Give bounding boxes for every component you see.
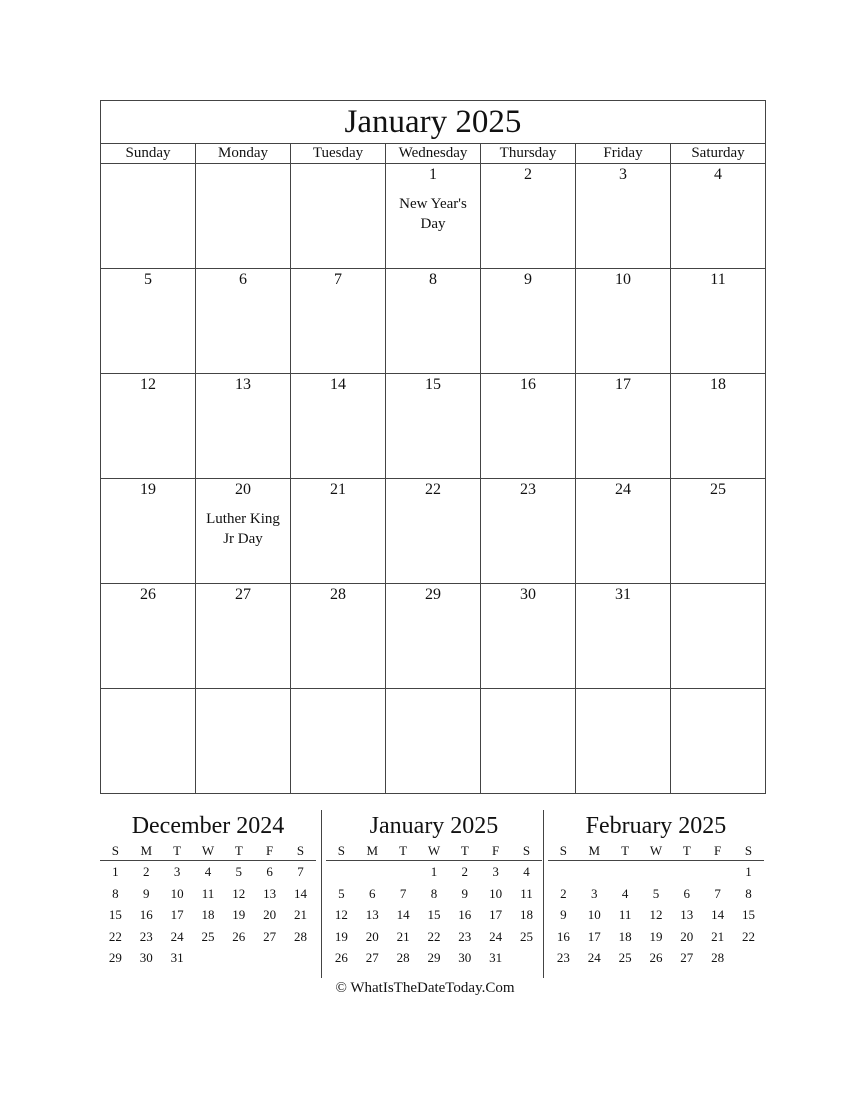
day-cell	[671, 374, 766, 479]
mini-day: 2	[560, 885, 567, 901]
mini-day: 18	[201, 907, 215, 922]
day-cell	[101, 584, 196, 689]
mini-weekday: F	[254, 842, 285, 861]
day-number: 5	[144, 271, 152, 288]
mini-day: 18	[618, 928, 632, 944]
calendar-week-row	[101, 689, 766, 794]
mini-day: 15	[427, 907, 441, 922]
mini-day: 26	[232, 928, 246, 944]
day-number: 4	[714, 166, 722, 183]
mini-calendar-previous	[100, 810, 316, 969]
day-number: 14	[330, 376, 346, 393]
weekday-thursday: Thursday	[481, 144, 576, 164]
day-number: 25	[710, 481, 726, 498]
day-number: 22	[425, 481, 441, 498]
mini-day	[610, 861, 641, 883]
day-cell	[196, 479, 291, 584]
mini-week-row	[100, 926, 316, 948]
mini-week-row	[548, 947, 764, 969]
day-number: 18	[710, 376, 726, 393]
mini-calendar-current	[326, 810, 542, 969]
day-number: 6	[239, 271, 247, 288]
mini-day: 24	[170, 928, 184, 944]
mini-calendars	[100, 810, 766, 978]
day-number: 12	[140, 376, 156, 393]
mini-day: 20	[680, 928, 694, 944]
day-number: 20	[235, 481, 251, 498]
day-number: 16	[520, 376, 536, 393]
mini-day: 12	[232, 885, 246, 901]
mini-day	[579, 861, 610, 883]
mini-weekday: T	[162, 842, 193, 861]
mini-day: 3	[591, 885, 598, 901]
day-cell	[671, 584, 766, 689]
mini-day: 24	[587, 950, 601, 965]
mini-weekday: M	[131, 842, 162, 861]
day-cell	[386, 689, 481, 794]
mini-calendar-next	[548, 810, 764, 969]
mini-weekday: W	[419, 842, 450, 861]
mini-weekday: S	[548, 842, 579, 861]
mini-day: 20	[263, 907, 277, 922]
mini-calendar-title: February 2025	[585, 813, 727, 839]
weekday-friday: Friday	[576, 144, 671, 164]
mini-week-row	[100, 861, 316, 883]
mini-weekday: W	[193, 842, 224, 861]
mini-weekday: T	[223, 842, 254, 861]
day-cell	[291, 164, 386, 269]
day-cell	[386, 269, 481, 374]
mini-day	[671, 861, 702, 883]
day-number: 29	[425, 586, 441, 603]
mini-day: 9	[461, 885, 469, 901]
mini-weekday: W	[641, 842, 672, 861]
day-cell	[386, 374, 481, 479]
mini-day: 21	[294, 907, 308, 922]
mini-week-row	[548, 883, 764, 905]
mini-day: 19	[649, 928, 663, 944]
calendar-week-row	[101, 374, 766, 479]
mini-week-row	[548, 861, 764, 883]
day-number: 1	[429, 166, 437, 183]
mini-day	[641, 861, 672, 883]
mini-day: 16	[556, 928, 570, 944]
mini-day: 4	[523, 864, 530, 879]
mini-day	[223, 947, 254, 969]
mini-calendar-title: January 2025	[369, 813, 499, 839]
mini-day: 13	[263, 885, 277, 901]
mini-day: 7	[297, 864, 304, 879]
mini-day: 25	[520, 928, 534, 944]
mini-weekday: M	[357, 842, 388, 861]
mini-day	[357, 861, 388, 883]
mini-divider	[543, 810, 544, 978]
mini-day: 1	[430, 864, 438, 879]
mini-week-row	[548, 926, 764, 948]
day-number: 13	[235, 376, 251, 393]
mini-day: 2	[461, 864, 469, 879]
mini-day: 16	[458, 907, 472, 922]
mini-day: 4	[204, 864, 212, 879]
day-cell	[576, 269, 671, 374]
day-cell	[291, 269, 386, 374]
mini-day: 11	[201, 885, 215, 901]
mini-day: 29	[427, 950, 441, 965]
mini-day: 7	[714, 885, 721, 901]
day-cell	[481, 479, 576, 584]
mini-day: 22	[742, 928, 756, 944]
mini-day: 9	[560, 907, 567, 922]
day-cell	[481, 689, 576, 794]
mini-day: 26	[649, 950, 663, 965]
mini-day: 12	[649, 907, 663, 922]
mini-weekday: S	[511, 842, 542, 861]
day-number: 26	[140, 586, 156, 603]
mini-day: 4	[621, 885, 629, 901]
day-cell	[386, 164, 481, 269]
day-number: 31	[615, 586, 631, 603]
mini-day: 8	[430, 885, 438, 901]
day-cell	[481, 374, 576, 479]
mini-day: 14	[294, 885, 308, 901]
mini-day: 11	[520, 885, 533, 901]
mini-day	[511, 947, 542, 969]
mini-day: 10	[587, 907, 601, 922]
mini-day: 6	[266, 864, 273, 879]
day-cell	[101, 269, 196, 374]
mini-weekday: T	[610, 842, 641, 861]
day-cell	[481, 164, 576, 269]
day-cell	[196, 374, 291, 479]
mini-day	[193, 947, 224, 969]
mini-day: 10	[170, 885, 184, 901]
mini-weekday: S	[100, 842, 131, 861]
weekday-sunday: Sunday	[101, 144, 196, 164]
calendar-week-row	[101, 584, 766, 689]
mini-day: 18	[520, 907, 534, 922]
mini-day	[388, 861, 419, 883]
mini-day: 20	[365, 928, 379, 944]
day-cell	[196, 689, 291, 794]
day-number: 9	[524, 271, 532, 288]
mini-day: 19	[334, 928, 348, 944]
day-number: 19	[140, 481, 156, 498]
mini-day: 12	[334, 907, 348, 922]
mini-week-row	[326, 904, 542, 926]
day-cell	[576, 374, 671, 479]
mini-day: 28	[294, 928, 308, 944]
day-number: 3	[619, 166, 627, 183]
mini-weekday: T	[388, 842, 419, 861]
mini-day: 5	[652, 885, 660, 901]
mini-day: 17	[587, 928, 601, 944]
calendar-week-row	[101, 269, 766, 374]
mini-day: 14	[711, 907, 725, 922]
mini-day: 28	[396, 950, 410, 965]
day-cell	[386, 584, 481, 689]
mini-day: 7	[399, 885, 407, 901]
day-cell	[291, 689, 386, 794]
mini-weekday: T	[449, 842, 480, 861]
calendar-week-row	[101, 164, 766, 269]
day-number: 23	[520, 481, 536, 498]
mini-day	[254, 947, 285, 969]
holiday-label: Luther King Jr Day	[206, 511, 280, 547]
mini-weekday: S	[285, 842, 316, 861]
day-cell	[101, 164, 196, 269]
mini-week-row	[326, 947, 542, 969]
mini-day: 30	[458, 950, 472, 965]
mini-day: 25	[201, 928, 215, 944]
mini-day	[285, 947, 316, 969]
mini-weekday: F	[480, 842, 511, 861]
mini-day: 28	[711, 950, 725, 965]
day-cell	[576, 689, 671, 794]
day-number: 27	[235, 586, 251, 603]
mini-day: 19	[232, 907, 246, 922]
day-cell	[101, 689, 196, 794]
mini-day: 27	[263, 928, 277, 944]
mini-day: 5	[338, 885, 345, 901]
calendar-week-row	[101, 479, 766, 584]
mini-day: 16	[139, 907, 153, 922]
day-number: 17	[615, 376, 631, 393]
day-cell	[671, 269, 766, 374]
mini-day: 22	[427, 928, 441, 944]
mini-day: 27	[365, 950, 379, 965]
mini-week-row	[326, 883, 542, 905]
day-cell	[101, 479, 196, 584]
day-cell	[671, 479, 766, 584]
day-number: 11	[710, 271, 726, 288]
mini-week-row	[326, 926, 542, 948]
mini-week-row	[326, 861, 542, 883]
mini-day: 17	[489, 907, 503, 922]
mini-day: 26	[334, 950, 348, 965]
weekday-header-row	[101, 144, 766, 164]
mini-day: 1	[112, 864, 119, 879]
mini-day: 27	[680, 950, 694, 965]
mini-day: 6	[683, 885, 691, 901]
mini-day: 5	[235, 864, 243, 879]
mini-day: 10	[489, 885, 503, 901]
day-cell	[576, 164, 671, 269]
mini-day: 11	[618, 907, 632, 922]
mini-calendar-grid	[100, 842, 316, 969]
day-number: 28	[330, 586, 346, 603]
mini-day: 22	[108, 928, 122, 944]
weekday-saturday: Saturday	[671, 144, 766, 164]
mini-day: 30	[139, 950, 153, 965]
day-number: 15	[425, 376, 441, 393]
mini-day	[326, 861, 357, 883]
day-number: 7	[334, 271, 342, 288]
mini-day: 2	[143, 864, 150, 879]
mini-day: 6	[369, 885, 376, 901]
day-cell	[671, 164, 766, 269]
mini-calendar-grid	[548, 842, 764, 969]
day-cell	[291, 479, 386, 584]
calendar-title: January 2025	[101, 101, 766, 144]
mini-day: 29	[108, 950, 122, 965]
mini-weekday: M	[579, 842, 610, 861]
mini-week-row	[100, 947, 316, 969]
mini-day: 31	[489, 950, 503, 965]
mini-day: 17	[170, 907, 184, 922]
day-cell	[101, 374, 196, 479]
mini-day: 31	[170, 950, 184, 965]
mini-day: 14	[396, 907, 410, 922]
weekday-monday: Monday	[196, 144, 291, 164]
mini-calendar-grid	[326, 842, 542, 969]
day-cell	[576, 584, 671, 689]
day-number: 2	[524, 166, 532, 183]
day-number: 24	[615, 481, 631, 498]
mini-weekday: F	[702, 842, 733, 861]
mini-week-row	[100, 883, 316, 905]
day-cell	[196, 164, 291, 269]
calendar-grid	[101, 164, 766, 794]
mini-calendar-title: December 2024	[131, 813, 285, 839]
day-number: 8	[429, 271, 437, 288]
mini-weekday: S	[326, 842, 357, 861]
mini-day: 15	[108, 907, 122, 922]
day-number: 10	[615, 271, 631, 288]
mini-day: 25	[618, 950, 632, 965]
day-cell	[481, 269, 576, 374]
mini-day: 8	[112, 885, 119, 901]
mini-week-row	[100, 904, 316, 926]
mini-day: 3	[492, 864, 499, 879]
mini-day: 13	[365, 907, 379, 922]
day-cell	[386, 479, 481, 584]
weekday-tuesday: Tuesday	[291, 144, 386, 164]
day-cell	[291, 584, 386, 689]
mini-day	[702, 861, 733, 883]
day-number: 30	[520, 586, 536, 603]
day-cell	[671, 689, 766, 794]
day-number: 21	[330, 481, 346, 498]
mini-weekday: T	[671, 842, 702, 861]
mini-day: 23	[458, 928, 472, 944]
day-cell	[196, 584, 291, 689]
day-cell	[291, 374, 386, 479]
main-calendar	[100, 100, 766, 794]
day-cell	[576, 479, 671, 584]
mini-day	[733, 947, 764, 969]
mini-day: 9	[143, 885, 150, 901]
mini-day: 8	[745, 885, 752, 901]
mini-day: 15	[742, 907, 756, 922]
mini-day: 1	[745, 864, 752, 879]
weekday-wednesday: Wednesday	[386, 144, 481, 164]
mini-day: 24	[489, 928, 503, 944]
day-cell	[196, 269, 291, 374]
day-cell	[481, 584, 576, 689]
mini-week-row	[548, 904, 764, 926]
mini-day: 21	[711, 928, 725, 944]
mini-day: 21	[396, 928, 410, 944]
mini-weekday: S	[733, 842, 764, 861]
mini-day: 3	[173, 864, 181, 879]
mini-day: 23	[139, 928, 153, 944]
copyright-footer: © WhatIsTheDateToday.Com	[335, 980, 515, 996]
holiday-label: New Year's Day	[399, 196, 467, 232]
mini-day	[548, 861, 579, 883]
mini-divider	[321, 810, 322, 978]
mini-day: 13	[680, 907, 694, 922]
mini-day: 23	[556, 950, 570, 965]
